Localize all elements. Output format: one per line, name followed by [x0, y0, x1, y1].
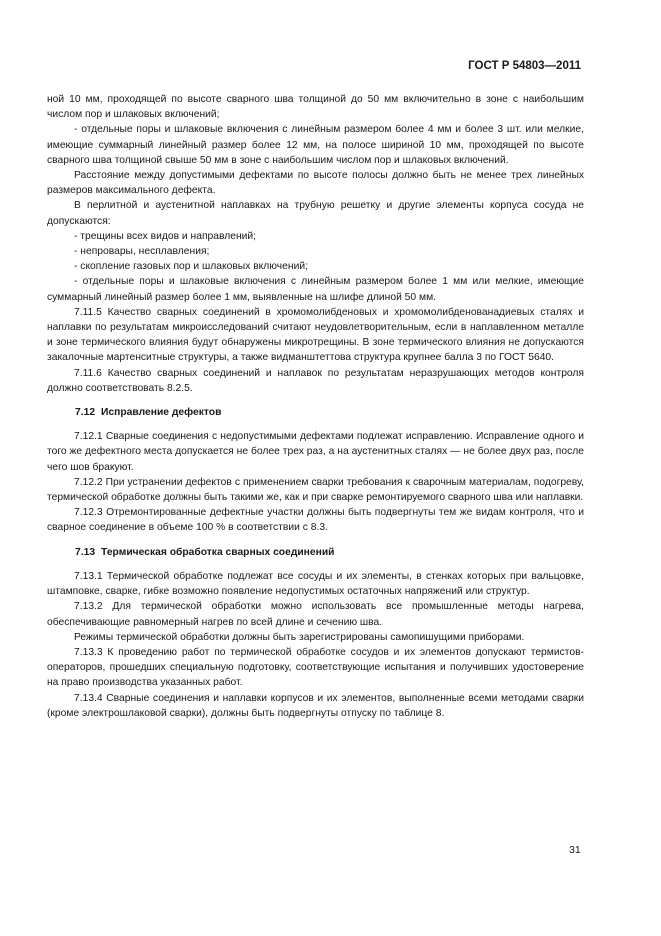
standard-header: ГОСТ Р 54803—2011	[468, 60, 581, 72]
clause-7-12-2: 7.12.2 При устранении дефектов с применением сварки требования к сварочным материалам, подогреву, термической обработке должны быть такими же, как и при сварке ремонтируемого сварного шва или наплавки.	[47, 476, 584, 504]
clause-7-12-3: 7.12.3 Отремонтированные дефектные участки должны быть подвергнуты тем же видам контроля, что и сварное соединение в объеме 100 % в соответствии с 8.3.	[47, 507, 584, 534]
list-item: - скопление газовых пор и шлаковых включений;	[74, 261, 308, 273]
list-item: - трещины всех видов и направлений;	[74, 230, 257, 242]
paragraph: Расстояние между допустимыми дефектами по высоте полосы должно быть не менее трех линейных размеров максимального дефекта.	[47, 170, 584, 197]
paragraph: ной 10 мм, проходящей по высоте сварного шва толщиной до 50 мм включительно в зоне с наибольшим числом пор и шлаковых включений;	[47, 94, 584, 121]
clause-7-12-1: 7.12.1 Сварные соединения с недопустимыми дефектами подлежат исправлению. Исправление одного и того же дефектного места допускается не более трех раз, а на аустенитных сталях — не более двух раз, после чего шов бракуют.	[47, 431, 584, 473]
section-title: Исправление дефектов	[101, 407, 222, 419]
clause-7-13-1: 7.13.1 Термической обработке подлежат все сосуды и их элементы, в стенках которых при вальцовке, штамповке, сварке, гибке возможно появление недопустимых остаточных напряжений или структур.	[47, 570, 584, 598]
clause-7-11-6: 7.11.6 Качество сварных соединений и наплавок по результатам неразрушающих методов контроля должно соответствовать 8.2.5.	[47, 367, 584, 394]
list-item: - отдельные поры и шлаковые включения с линейным размером более 4 мм и более 3 шт. или мелкие, имеющие суммарный линейный размер более 12 мм, на полосе шириной 10 мм, проходящей по высоте сварного шва толщиной свыше 50 мм в зоне с наибольшим числом пор и шлаковых включений.	[47, 124, 584, 166]
section-number: 7.12	[75, 407, 96, 419]
section-heading-7-12	[47, 405, 584, 420]
page-number: 31	[569, 844, 581, 856]
paragraph: Режимы термической обработки должны быть зарегистрированы самопишущими приборами.	[74, 631, 525, 643]
clause-7-13-4: 7.13.4 Сварные соединения и наплавки корпусов и их элементов, выполненные всеми методами сварки (кроме электрошлаковой сварки), должны быть подвергнуты отпуску по таблице 8.	[47, 692, 584, 719]
list-item: - отдельные поры и шлаковые включения с линейным размером более 1 мм или мелкие, имеющие суммарный линейный размер более 1 мм, выявленные на шлифе длиной 50 мм.	[47, 276, 584, 303]
clause-7-13-3: 7.13.3 К проведению работ по термической обработке сосудов и их элементов допускают термистов-операторов, прошедших специальную подготовку, соответствующие испытания и получивших удостоверение на право производства указанных работ.	[47, 646, 584, 689]
section-title: Термическая обработка сварных соединений	[101, 546, 335, 558]
section-heading-7-13	[47, 545, 584, 560]
paragraph: В перлитной и аустенитной наплавках на трубную решетку и другие элементы корпуса сосуда не допускаются:	[47, 200, 584, 227]
section-number: 7.13	[75, 546, 96, 558]
clause-7-13-2: 7.13.2 Для термической обработки можно использовать все промышленные методы нагрева, обеспечивающие равномерный нагрев по всей длине и сечению шва.	[47, 601, 584, 628]
clause-7-11-5: 7.11.5 Качество сварных соединений в хромомолибденовых и хромомолибденованадиевых сталях и наплавки по результатам микроисследований считают неудовлетворительным, если в наплавленном металле и зоне термического влияния будут обнаружены микротрещины. В зоне термического влияния не допускаются закалочные мартенситные структуры, а также видманштеттова структура крупнее балла 3 по ГОСТ 5640.	[47, 306, 584, 364]
list-item: - непровары, несплавления;	[74, 246, 210, 258]
document-body	[47, 92, 584, 721]
